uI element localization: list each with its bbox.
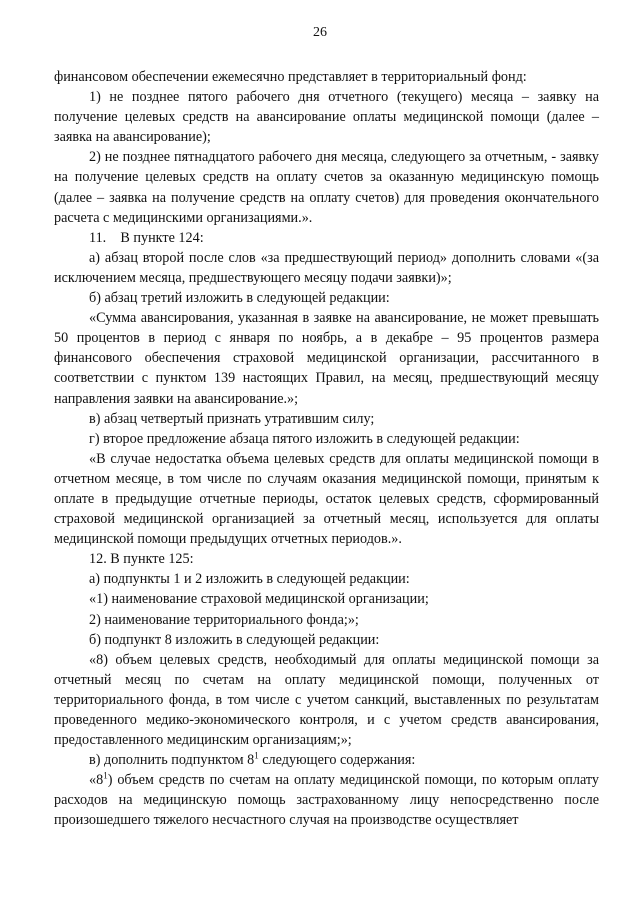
paragraph: а) подпункты 1 и 2 изложить в следующей редакции: <box>89 571 410 588</box>
paragraph <box>54 770 599 830</box>
paragraph: «Сумма авансирования, указанная в заявке на авансирование, не может превышать 50 процентов в период с января по ноябрь, а в декабре – 95 процентов размера финансового обеспечения страховой медицинской организации, рассчитанного в соответствии с пунктом 139 настоящих Правил, на месяц, предшествующий месяцу направления заявки на авансирование.»; <box>54 310 599 407</box>
paragraph: б) подпункт 8 изложить в следующей редакции: <box>89 631 380 648</box>
paragraph: финансовом обеспечении ежемесячно представляет в территориальный фонд: <box>54 69 527 85</box>
paragraph-text: следующего содержания: <box>258 752 416 769</box>
paragraph: б) абзац третий изложить в следующей редакции: <box>89 290 390 307</box>
paragraph-text: «8 <box>89 772 104 789</box>
section-heading: 12. В пункте 125: <box>89 551 194 568</box>
paragraph: 1) не позднее пятого рабочего дня отчетного (текущего) месяца – заявку на получение целевых средств на авансирование оплаты медицинской помощи (далее – заявка на авансирование); <box>54 89 599 146</box>
paragraph: «8) объем целевых средств, необходимый для оплаты медицинской помощи за отчетный месяц по счетам на оплату медицинской помощи, полученных от территориального фонда, в том числе с учетом санкций, выставленных по результатам проведенного медико-экономического контроля, и с учетом средств авансирования, предоставленного медицинским организациям;»; <box>54 651 599 749</box>
superscript: 1 <box>103 770 108 781</box>
paragraph: 2) не позднее пятнадцатого рабочего дня месяца, следующего за отчетным, - заявку на получение целевых средств на оплату счетов за оказанную медицинскую помощь (далее – заявка на получение средств на оплату счетов) для проведения окончательного расчета с медицинскими организациями.». <box>54 149 599 226</box>
paragraph: в) абзац четвертый признать утратившим силу; <box>89 410 375 427</box>
paragraph <box>54 750 599 770</box>
paragraph: «В случае недостатка объема целевых средств для оплаты медицинской помощи в отчетном месяце, в том числе по случаям оказания медицинской помощи, принятым к оплате в предыдущие отчетные периоды, остаток целевых средств, сформированный страховой медицинской организацией за отчетный месяц, используется для оплаты медицинской помощи предыдущих отчетных периодов.». <box>54 450 599 548</box>
paragraph-text: ) объем средств по счетам на оплату медицинской помощи, по которым оплату расходов на медицинскую помощь застрахованному лицу непосредственно после произошедшего тяжелого несчастного случая на производстве осуществляет <box>54 772 599 829</box>
paragraph: г) второе предложение абзаца пятого изложить в следующей редакции: <box>89 430 520 447</box>
paragraph: «1) наименование страховой медицинской организации; <box>89 591 429 608</box>
paragraph: а) абзац второй после слов «за предшествующий период» дополнить словами «(за исключением месяца, предшествующего месяцу подачи заявки)»; <box>54 249 599 286</box>
superscript: 1 <box>254 750 259 761</box>
section-heading: 11. В пункте 124: <box>89 229 204 246</box>
document-body <box>54 67 599 831</box>
paragraph-text: в) дополнить подпунктом 8 <box>89 752 255 769</box>
page-number: 26 <box>313 25 327 40</box>
paragraph: 2) наименование территориального фонда;»; <box>89 611 359 628</box>
